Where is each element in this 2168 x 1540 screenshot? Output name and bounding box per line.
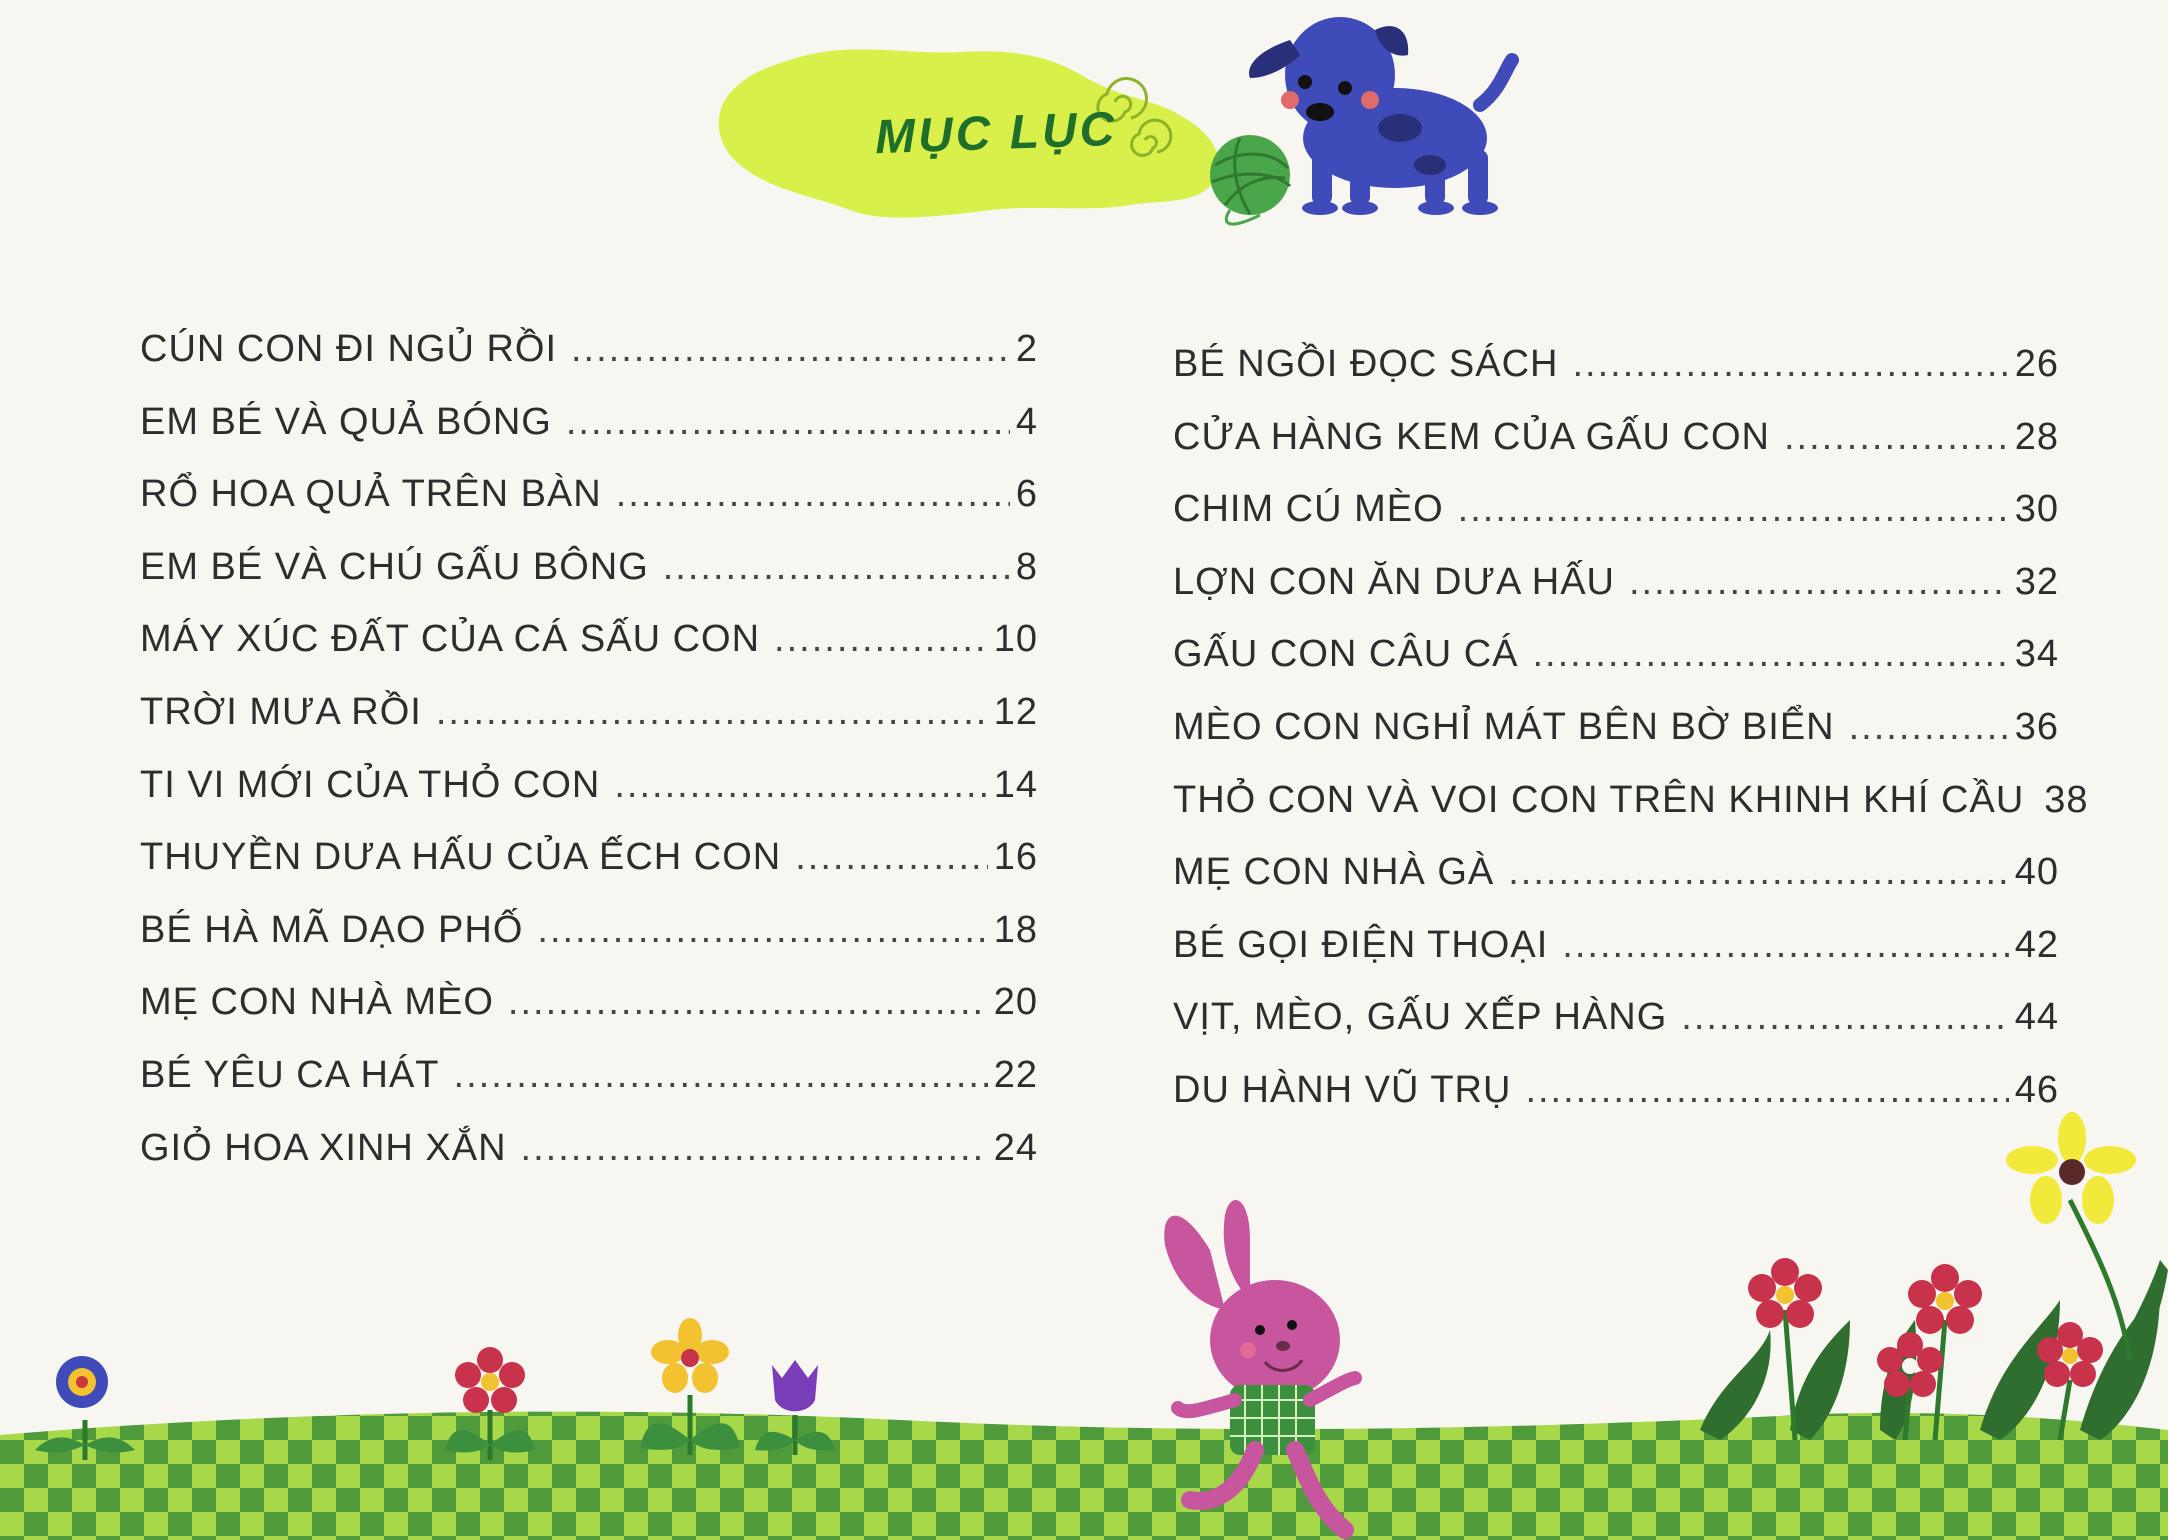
toc-entry-title: VỊT, MÈO, GẤU XẾP HÀNG [1173, 996, 1668, 1039]
toc-left-column [140, 313, 1038, 1184]
toc-entry [140, 749, 1038, 822]
toc-entry-title: GIỎ HOA XINH XẮN [140, 1126, 507, 1169]
toc-entry-page: 4 [1015, 400, 1038, 443]
toc-entry-page: 8 [1015, 545, 1038, 588]
toc-entry-page: 40 [2014, 851, 2059, 894]
toc-entry-page: 22 [993, 1053, 1038, 1096]
yarn-ball-icon [1210, 135, 1290, 224]
toc-entry [1173, 473, 2059, 546]
dot-leader [663, 531, 1010, 604]
toc-entry [140, 603, 1038, 676]
toc-entry-page: 46 [2014, 1068, 2059, 1111]
toc-entry-title: CỬA HÀNG KEM CỦA GẤU CON [1173, 415, 1770, 458]
toc-entry-page: 34 [2014, 633, 2059, 676]
toc-entry [140, 386, 1038, 459]
dot-leader [508, 966, 988, 1039]
toc-entry-title: CHIM CÚ MÈO [1173, 488, 1444, 531]
toc-entry-title: CÚN CON ĐI NGỦ RỒI [140, 328, 557, 370]
toc-entry-page: 12 [993, 690, 1038, 733]
toc-entry-page: 28 [2014, 415, 2059, 458]
dot-leader [616, 458, 1010, 531]
toc-entry [140, 1112, 1038, 1185]
toc-entry-page: 18 [993, 908, 1038, 951]
toc-entry [140, 821, 1038, 894]
toc-entry [1173, 981, 2059, 1054]
dot-leader [521, 1112, 988, 1185]
toc-entry-page: 24 [993, 1126, 1038, 1169]
toc-entry [1173, 836, 2059, 909]
toc-entry-page: 10 [993, 618, 1038, 661]
toc-entry-page: 6 [1015, 473, 1038, 516]
dot-leader [1458, 473, 2009, 546]
toc-entry-title: TRỜI MƯA RỒI [140, 690, 422, 733]
toc-entry-page: 44 [2014, 996, 2059, 1039]
toc-entry-title: BÉ HÀ MÃ DẠO PHỐ [140, 908, 524, 951]
toc-entry [140, 966, 1038, 1039]
dot-leader [1562, 909, 2008, 982]
toc-entry-title: BÉ NGỒI ĐỌC SÁCH [1173, 343, 1559, 385]
toc-entry-page: 14 [993, 763, 1038, 806]
toc-entry [140, 458, 1038, 531]
toc-entry-title: RỔ HOA QUẢ TRÊN BÀN [140, 473, 602, 516]
page-title: MỤC LỤC [874, 102, 1119, 165]
dot-leader [1532, 618, 2008, 691]
toc-entry-page: 38 [2044, 778, 2089, 821]
toc-entry [1173, 909, 2059, 982]
toc-entry [140, 531, 1038, 604]
tulip-icon [755, 1360, 835, 1455]
toc-entry-title: MÁY XÚC ĐẤT CỦA CÁ SẤU CON [140, 618, 761, 661]
toc-entry [140, 1039, 1038, 1112]
toc-entry [1173, 618, 2059, 691]
toc-entry-page: 30 [2014, 488, 2059, 531]
dot-leader [1681, 981, 2008, 1054]
toc-entry [1173, 764, 2089, 837]
toc-entry [1173, 401, 2059, 474]
dot-leader [566, 386, 1010, 459]
toc-entry [1173, 546, 2059, 619]
dot-leader [571, 313, 1010, 386]
toc-right-column [1173, 328, 2089, 1127]
toc-entry-title: MẸ CON NHÀ MÈO [140, 981, 494, 1024]
dot-leader [795, 821, 988, 894]
dot-leader [614, 749, 987, 822]
toc-entry [140, 676, 1038, 749]
toc-entry-title: THUYỀN DƯA HẤU CỦA ẾCH CON [140, 836, 782, 879]
toc-entry-page: 2 [1015, 328, 1038, 370]
toc-entry-title: MẸ CON NHÀ GÀ [1173, 851, 1495, 894]
dot-leader [1525, 1054, 2008, 1127]
dot-leader [774, 603, 988, 676]
toc-entry-title: EM BÉ VÀ QUẢ BÓNG [140, 400, 552, 443]
toc-entry-page: 20 [993, 981, 1038, 1024]
dot-leader [1573, 328, 2009, 401]
toc-entry-title: LỢN CON ĂN DƯA HẤU [1173, 560, 1615, 603]
dot-leader [1784, 401, 2009, 474]
toc-entry-title: MÈO CON NGHỈ MÁT BÊN BỜ BIỂN [1173, 705, 1835, 748]
flower-icon [640, 1318, 740, 1455]
toc-entry [1173, 691, 2059, 764]
dot-leader [1849, 691, 2009, 764]
grass-checker [0, 1412, 2168, 1540]
toc-entry-title: DU HÀNH VŨ TRỤ [1173, 1068, 1512, 1111]
flower-icon [35, 1356, 135, 1460]
toc-entry [140, 313, 1038, 386]
dot-leader [1629, 546, 2009, 619]
toc-entry-page: 16 [993, 836, 1038, 879]
toc-entry-title: THỎ CON VÀ VOI CON TRÊN KHINH KHÍ CẦU [1173, 778, 2025, 821]
dot-leader [454, 1039, 988, 1112]
toc-entry-page: 26 [2014, 343, 2059, 385]
toc-entry-title: BÉ YÊU CA HÁT [140, 1053, 440, 1096]
toc-entry [1173, 328, 2059, 401]
dot-leader [537, 894, 987, 967]
toc-entry-page: 42 [2014, 923, 2059, 966]
dot-leader [1508, 836, 2008, 909]
dot-leader [436, 676, 988, 749]
toc-entry-page: 36 [2014, 705, 2059, 748]
toc-entry-title: TI VI MỚI CỦA THỎ CON [140, 763, 601, 806]
toc-entry [140, 894, 1038, 967]
toc-entry-page: 32 [2014, 560, 2059, 603]
flower-icon [445, 1347, 535, 1460]
toc-entry-title: BÉ GỌI ĐIỆN THOẠI [1173, 923, 1549, 966]
toc-entry-title: EM BÉ VÀ CHÚ GẤU BÔNG [140, 545, 649, 588]
toc-entry-title: GẤU CON CÂU CÁ [1173, 633, 1519, 676]
toc-entry [1173, 1054, 2059, 1127]
